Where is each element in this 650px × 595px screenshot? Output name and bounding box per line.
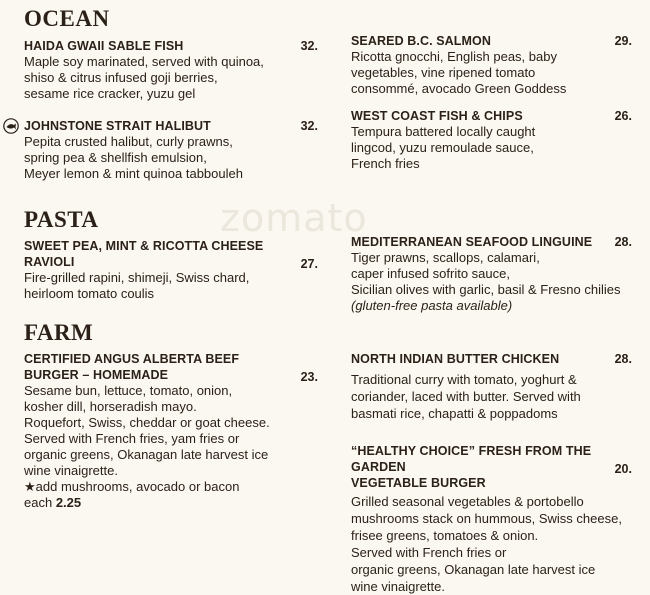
- item-name: MEDITERRANEAN SEAFOOD LINGUINE: [351, 235, 593, 249]
- addon-price-line: [24, 495, 324, 511]
- item-price: 23.: [300, 370, 318, 384]
- addon-line: [24, 479, 324, 495]
- item-name-line1: SWEET PEA, MINT & RICOTTA CHEESE: [24, 239, 264, 253]
- section-title-ocean: OCEAN: [24, 6, 110, 31]
- item-price: 20.: [614, 462, 632, 476]
- ocean-wise-fish-icon: [3, 118, 19, 134]
- item-description: Maple soy marinated, served with quinoa, shiso & citrus infused goji berries, sesame rice cracker, yuzu gel: [24, 54, 264, 101]
- item-description: Ricotta gnocchi, English peas, baby vegetables, vine ripened tomato consommé, avocado Green Goddess: [351, 49, 567, 96]
- section-title-pasta: PASTA: [24, 207, 99, 232]
- item-name: HAIDA GWAII SABLE FISH: [24, 39, 184, 53]
- item-note: (gluten-free pasta available): [351, 298, 513, 313]
- item-name-line1: “HEALTHY CHOICE” FRESH FROM THE GARDEN: [351, 444, 592, 474]
- section-title-farm: FARM: [24, 320, 94, 345]
- menu-item-halibut: [24, 118, 324, 182]
- item-price: 28.: [614, 352, 632, 366]
- item-price: 28.: [614, 235, 632, 249]
- item-price: 32.: [300, 39, 318, 53]
- item-name: WEST COAST FISH & CHIPS: [351, 109, 523, 123]
- item-price: 26.: [614, 109, 632, 123]
- menu-item-ravioli: [24, 238, 324, 302]
- item-name: NORTH INDIAN BUTTER CHICKEN: [351, 352, 560, 366]
- item-description: Tempura battered locally caught lingcod, yuzu remoulade sauce, French fries: [351, 124, 536, 171]
- menu-item-linguine: [351, 234, 638, 314]
- item-price: 32.: [300, 119, 318, 133]
- menu-item-vegetable-burger: [351, 443, 638, 595]
- watermark: zomato: [220, 196, 368, 240]
- item-name-line2: VEGETABLE BURGER: [351, 476, 486, 490]
- item-description: Traditional curry with tomato, yoghurt & coriander, laced with butter. Served with basmati rice, chapatti & poppadoms: [351, 372, 581, 421]
- item-description: Pepita crusted halibut, curly prawns, spring pea & shellfish emulsion, Meyer lemon & mint quinoa tabbouleh: [24, 134, 243, 181]
- item-description: Tiger prawns, scallops, calamari, caper infused sofrito sauce, Sicilian olives with garlic, basil & Fresno chilies: [351, 250, 621, 297]
- menu-item-salmon: [351, 33, 638, 97]
- item-description: Grilled seasonal vegetables & portobello mushrooms stack on hummous, Swiss cheese, frisee greens, tomatoes & onion. Served with French fries or organic greens, Okanagan late harvest ice wine vinaigrette.: [351, 494, 622, 594]
- menu-item-sable-fish: [24, 38, 324, 102]
- item-name-line2: BURGER – HOMEMADE: [24, 368, 169, 382]
- item-price: 29.: [614, 34, 632, 48]
- item-name-line2: RAVIOLI: [24, 255, 75, 269]
- addon-price: 2.25: [55, 495, 82, 510]
- item-description: Fire-grilled rapini, shimeji, Swiss chard, heirloom tomato coulis: [24, 270, 250, 301]
- menu-item-butter-chicken: [351, 351, 638, 422]
- menu-item-angus-burger: [24, 351, 324, 511]
- item-price: 27.: [300, 257, 318, 271]
- addon-each: each: [24, 495, 53, 510]
- item-description: Sesame bun, lettuce, tomato, onion, kosher dill, horseradish mayo. Roquefort, Swiss, cheddar or goat cheese. Served with French fries, yam fries or organic greens, Okanagan late harvest ice wine vinaigrette.: [24, 383, 270, 478]
- addon-text: ★add mushrooms, avocado or bacon: [24, 479, 240, 494]
- item-name-line1: CERTIFIED ANGUS ALBERTA BEEF: [24, 352, 240, 366]
- item-name: JOHNSTONE STRAIT HALIBUT: [24, 119, 211, 133]
- menu-item-fish-chips: [351, 108, 638, 172]
- item-name: SEARED B.C. SALMON: [351, 34, 492, 48]
